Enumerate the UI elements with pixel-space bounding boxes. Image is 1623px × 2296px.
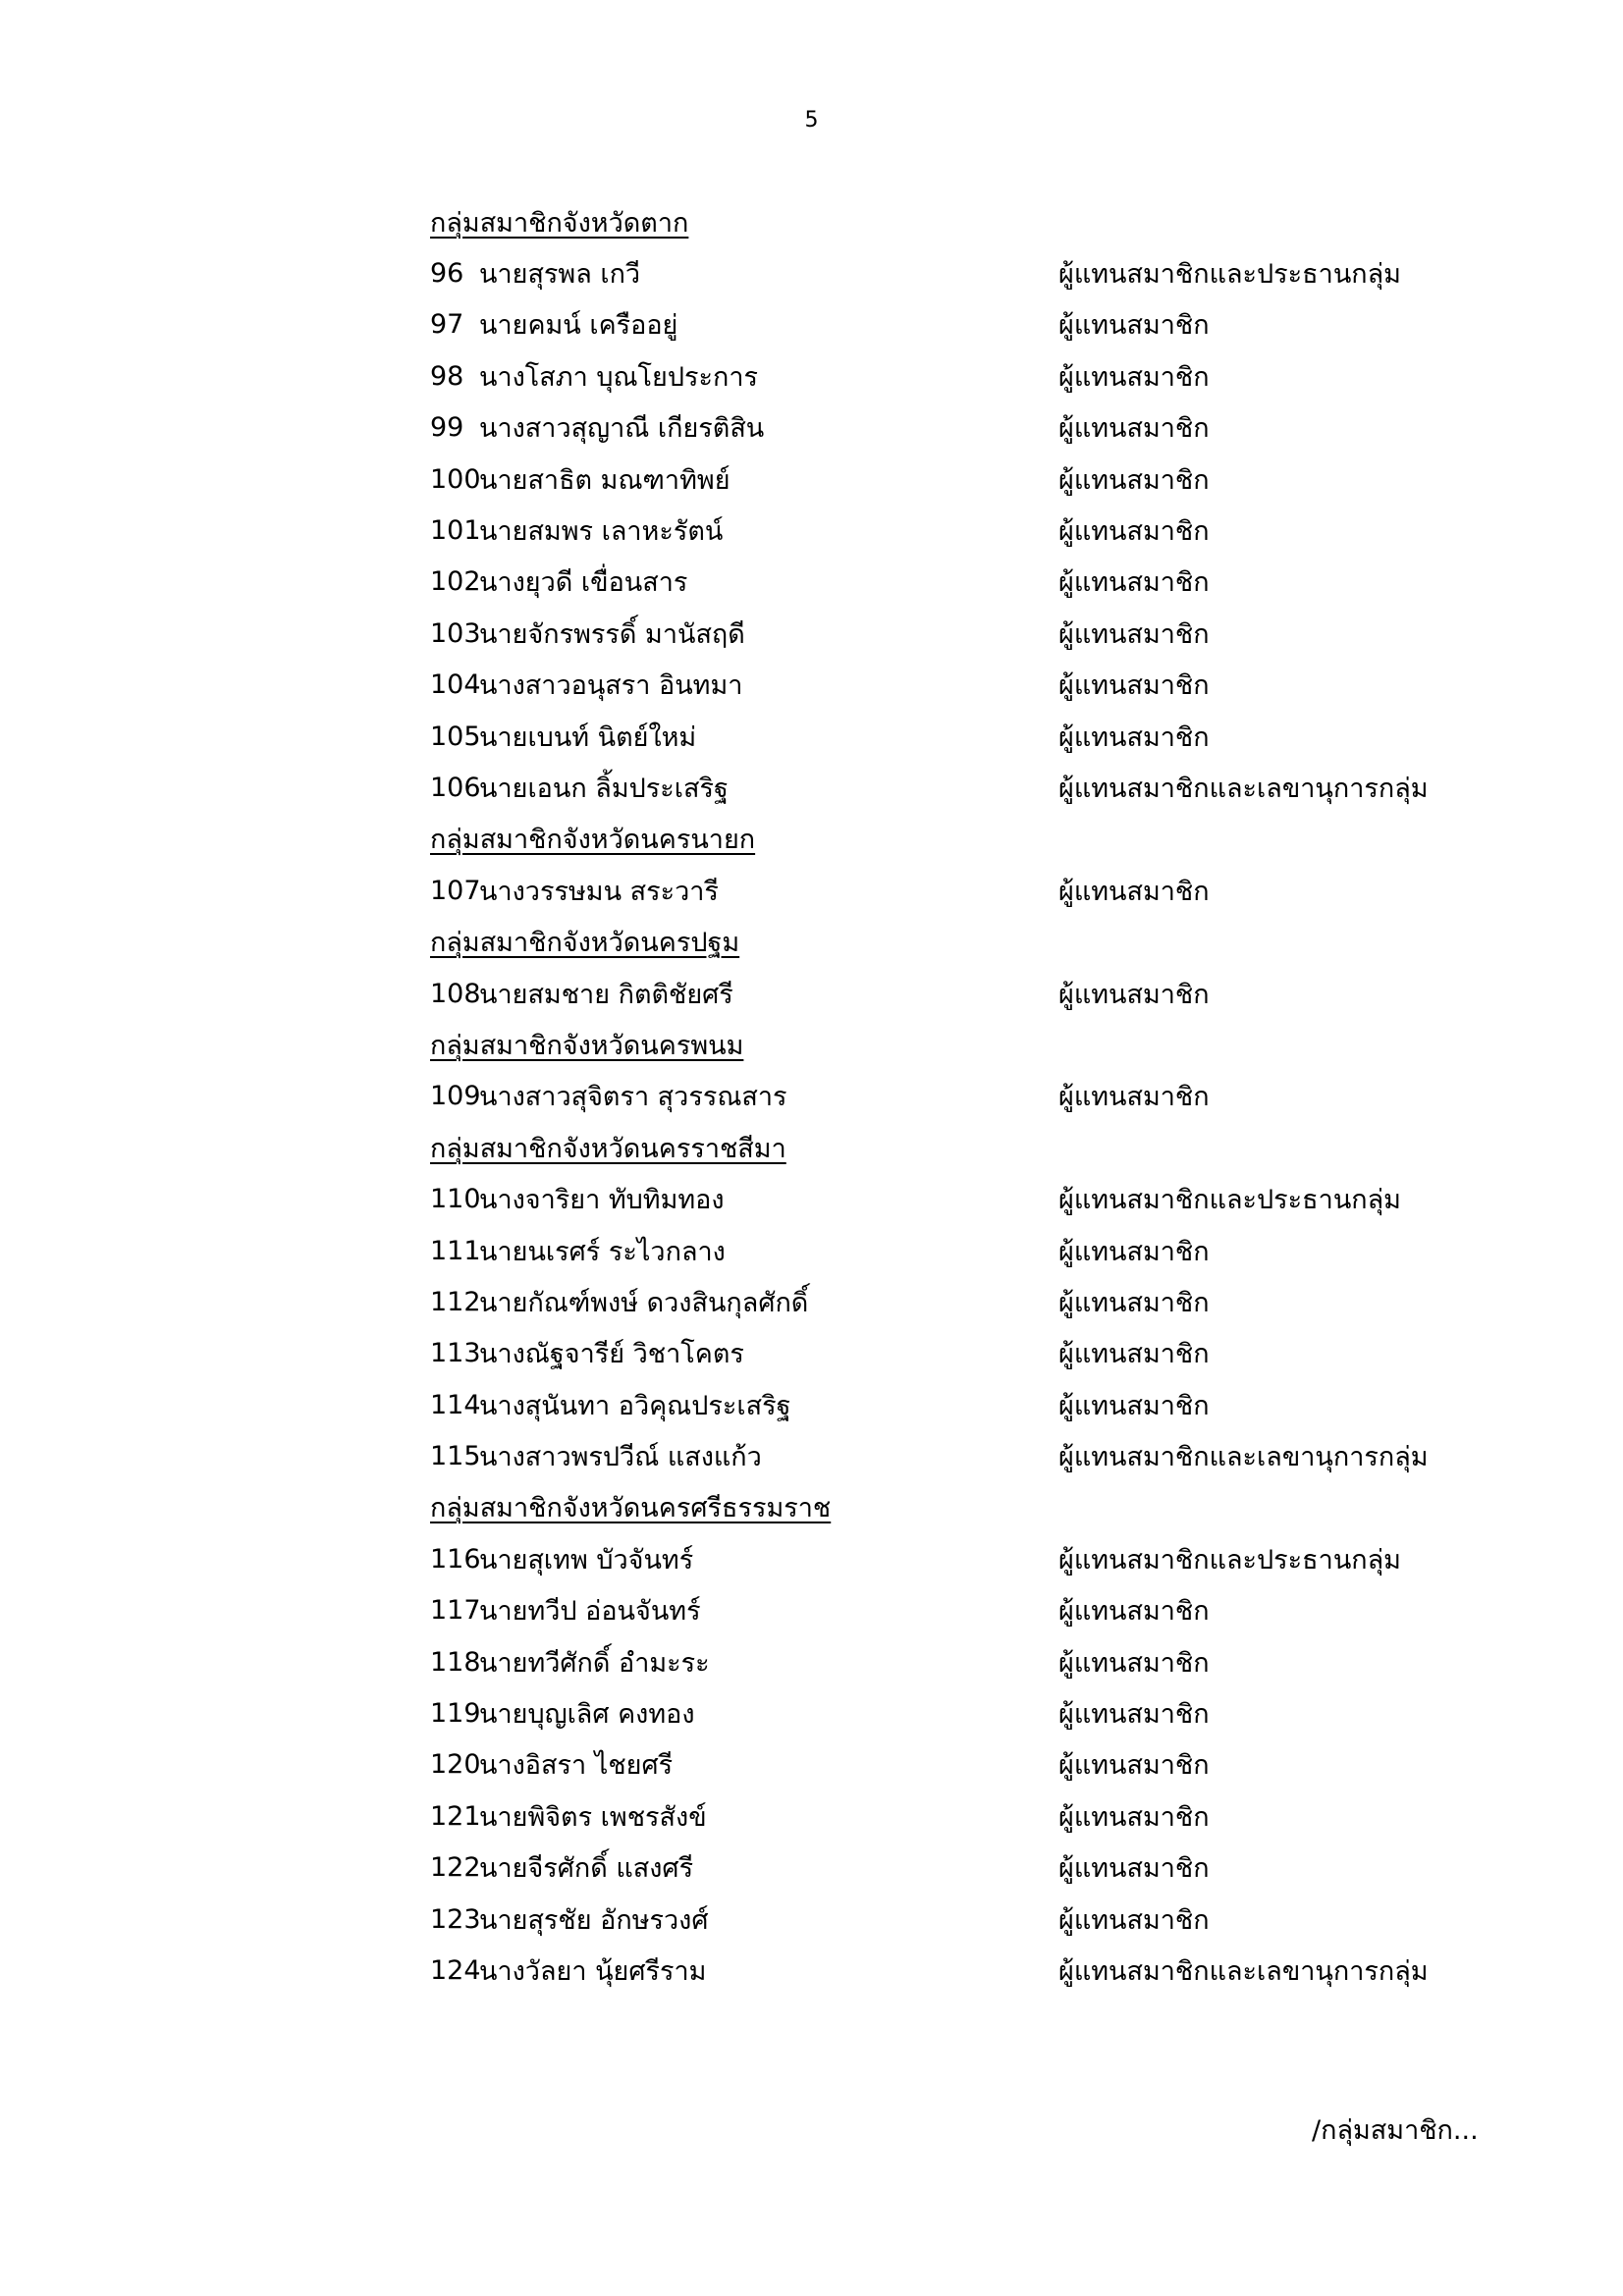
member-row [430, 505, 1510, 556]
member-row [430, 1894, 1510, 1945]
member-role: ผู้แทนสมาชิก [1058, 1699, 1210, 1731]
member-no: 111 [430, 1235, 481, 1266]
member-name: นายกัณฑ์พงษ์ ดวงสินกุลศักดิ์ [479, 1287, 809, 1318]
member-role: ผู้แทนสมาชิก [1058, 413, 1210, 445]
member-no: 123 [430, 1903, 481, 1935]
member-no: 120 [430, 1749, 481, 1781]
member-no: 98 [430, 360, 464, 392]
member-name: นางวัลยา นุ้ยศรีราม [479, 1955, 707, 1987]
member-no: 101 [430, 515, 481, 547]
member-no: 112 [430, 1286, 481, 1317]
member-no: 99 [430, 412, 464, 444]
member-row [430, 1790, 1510, 1842]
member-name: นายทวีป อ่อนจันทร์ [479, 1596, 701, 1628]
footer-continuation: /กลุ่มสมาชิก... [1312, 2115, 1479, 2146]
member-role: ผู้แทนสมาชิก [1058, 1904, 1210, 1936]
member-name: นางสาวสุจิตรา สุวรรณสาร [479, 1082, 787, 1113]
member-row [430, 1842, 1510, 1894]
member-row [430, 350, 1510, 401]
member-role: ผู้แทนสมาชิกและเลขานุการกลุ่ม [1058, 773, 1429, 804]
member-row [430, 762, 1510, 813]
member-no: 109 [430, 1081, 481, 1112]
member-row [430, 402, 1510, 454]
member-name: นายคมน์ เครืออยู่ [479, 310, 678, 342]
member-role: ผู้แทนสมาชิก [1058, 1853, 1210, 1885]
member-name: นายจักรพรรดิ์ มานัสฤดี [479, 618, 745, 650]
member-role: ผู้แทนสมาชิกและประธานกลุ่ม [1058, 1544, 1401, 1575]
member-name: นายสมชาย กิตติชัยศรี [479, 979, 733, 1010]
member-no: 107 [430, 875, 481, 906]
member-no: 113 [430, 1338, 481, 1369]
group-heading-row [430, 1019, 1510, 1070]
member-role: ผู้แทนสมาชิก [1058, 1339, 1210, 1370]
member-row [430, 454, 1510, 505]
member-row [430, 557, 1510, 608]
member-no: 97 [430, 309, 464, 341]
member-role: ผู้แทนสมาชิกและประธานกลุ่ม [1058, 1185, 1401, 1216]
member-no: 103 [430, 617, 481, 649]
member-no: 116 [430, 1543, 481, 1575]
group-heading-row [430, 1122, 1510, 1173]
member-row [430, 1945, 1510, 1996]
member-list [430, 196, 1510, 1997]
member-name: นายเบนท์ นิตย์ใหม่ [479, 721, 697, 753]
member-no: 117 [430, 1595, 481, 1627]
member-role: ผู้แทนสมาชิก [1058, 1082, 1210, 1113]
member-name: นางณัฐจารีย์ วิชาโคตร [479, 1339, 744, 1370]
member-role: ผู้แทนสมาชิก [1058, 1596, 1210, 1628]
member-role: ผู้แทนสมาชิกและเลขานุการกลุ่ม [1058, 1442, 1429, 1473]
member-role: ผู้แทนสมาชิก [1058, 361, 1210, 393]
member-no: 124 [430, 1954, 481, 1986]
member-name: นางโสภา บุณโยประการ [479, 361, 758, 393]
member-role: ผู้แทนสมาชิก [1058, 1647, 1210, 1679]
group-heading: กลุ่มสมาชิกจังหวัดนครพนม [430, 1030, 744, 1061]
member-row [430, 1687, 1510, 1738]
member-row [430, 608, 1510, 659]
member-row [430, 1276, 1510, 1327]
member-name: นายจีรศักดิ์ แสงศรี [479, 1853, 694, 1885]
member-no: 104 [430, 669, 481, 701]
member-name: นายบุญเลิศ คงทอง [479, 1699, 695, 1731]
member-row [430, 247, 1510, 298]
member-name: นางสาวอนุสรา อินทมา [479, 670, 743, 702]
page-number: 5 [804, 108, 819, 133]
member-row [430, 1636, 1510, 1687]
member-name: นายสมพร เลาหะรัตน์ [479, 516, 724, 548]
member-no: 119 [430, 1698, 481, 1730]
member-no: 106 [430, 772, 481, 803]
member-row [430, 1585, 1510, 1636]
group-heading-row [430, 814, 1510, 865]
member-row [430, 968, 1510, 1019]
member-no: 96 [430, 258, 464, 290]
member-name: นายสุรพล เกวี [479, 259, 641, 291]
member-name: นางอิสรา ไชยศรี [479, 1750, 674, 1782]
member-no: 110 [430, 1184, 481, 1215]
member-name: นางจาริยา ทับทิมทอง [479, 1185, 725, 1216]
member-no: 105 [430, 721, 481, 752]
member-role: ผู้แทนสมาชิก [1058, 876, 1210, 907]
member-role: ผู้แทนสมาชิก [1058, 1750, 1210, 1782]
member-name: นายสาธิต มณฑาทิพย์ [479, 464, 730, 496]
member-role: ผู้แทนสมาชิกและเลขานุการกลุ่ม [1058, 1955, 1429, 1987]
member-row [430, 1173, 1510, 1224]
member-name: นายสุเทพ บัวจันทร์ [479, 1544, 694, 1575]
member-role: ผู้แทนสมาชิก [1058, 721, 1210, 753]
member-role: ผู้แทนสมาชิก [1058, 1236, 1210, 1267]
member-name: นางวรรษมน สระวารี [479, 876, 719, 907]
member-no: 115 [430, 1441, 481, 1472]
group-heading: กลุ่มสมาชิกจังหวัดตาก [430, 207, 689, 239]
member-name: นายทวีศักดิ์ อำมะระ [479, 1647, 710, 1679]
member-name: นางสาวสุญาณี เกียรติสิน [479, 413, 765, 445]
member-name: นายเอนก ลิ้มประเสริฐ [479, 773, 729, 804]
group-heading-row [430, 196, 1510, 247]
member-role: ผู้แทนสมาชิก [1058, 979, 1210, 1010]
member-row [430, 711, 1510, 762]
member-no: 102 [430, 566, 481, 598]
member-no: 100 [430, 463, 481, 495]
member-row [430, 660, 1510, 711]
member-name: นางสุนันทา อวิคุณประเสริฐ [479, 1390, 791, 1421]
group-heading-row [430, 916, 1510, 967]
member-row [430, 1328, 1510, 1379]
member-row [430, 1071, 1510, 1122]
member-role: ผู้แทนสมาชิก [1058, 1390, 1210, 1421]
member-row [430, 865, 1510, 916]
member-row [430, 1225, 1510, 1276]
member-no: 118 [430, 1646, 481, 1678]
member-row [430, 1533, 1510, 1584]
member-name: นายสุรชัย อักษรวงศ์ [479, 1904, 709, 1936]
group-heading: กลุ่มสมาชิกจังหวัดนครราชสีมา [430, 1133, 786, 1164]
group-heading: กลุ่มสมาชิกจังหวัดนครศรีธรรมราช [430, 1493, 832, 1524]
member-name: นางสาวพรปวีณ์ แสงแก้ว [479, 1442, 762, 1473]
member-role: ผู้แทนสมาชิก [1058, 1287, 1210, 1318]
member-row [430, 1430, 1510, 1481]
member-no: 114 [430, 1389, 481, 1420]
member-name: นางยุวดี เขื่อนสาร [479, 567, 688, 599]
member-no: 108 [430, 978, 481, 1009]
member-role: ผู้แทนสมาชิก [1058, 618, 1210, 650]
group-heading: กลุ่มสมาชิกจังหวัดนครปฐม [430, 928, 740, 959]
member-no: 121 [430, 1800, 481, 1832]
group-heading: กลุ่มสมาชิกจังหวัดนครนายก [430, 825, 756, 856]
member-role: ผู้แทนสมาชิก [1058, 464, 1210, 496]
member-no: 122 [430, 1852, 481, 1884]
member-name: นายนเรศร์ ระไวกลาง [479, 1236, 726, 1267]
member-row [430, 299, 1510, 350]
member-role: ผู้แทนสมาชิก [1058, 516, 1210, 548]
group-heading-row [430, 1482, 1510, 1533]
member-name: นายพิจิตร เพชรสังข์ [479, 1801, 707, 1833]
member-role: ผู้แทนสมาชิก [1058, 310, 1210, 342]
member-row [430, 1739, 1510, 1790]
member-role: ผู้แทนสมาชิก [1058, 1801, 1210, 1833]
member-role: ผู้แทนสมาชิก [1058, 567, 1210, 599]
member-row [430, 1379, 1510, 1430]
member-role: ผู้แทนสมาชิก [1058, 670, 1210, 702]
member-role: ผู้แทนสมาชิกและประธานกลุ่ม [1058, 259, 1401, 291]
